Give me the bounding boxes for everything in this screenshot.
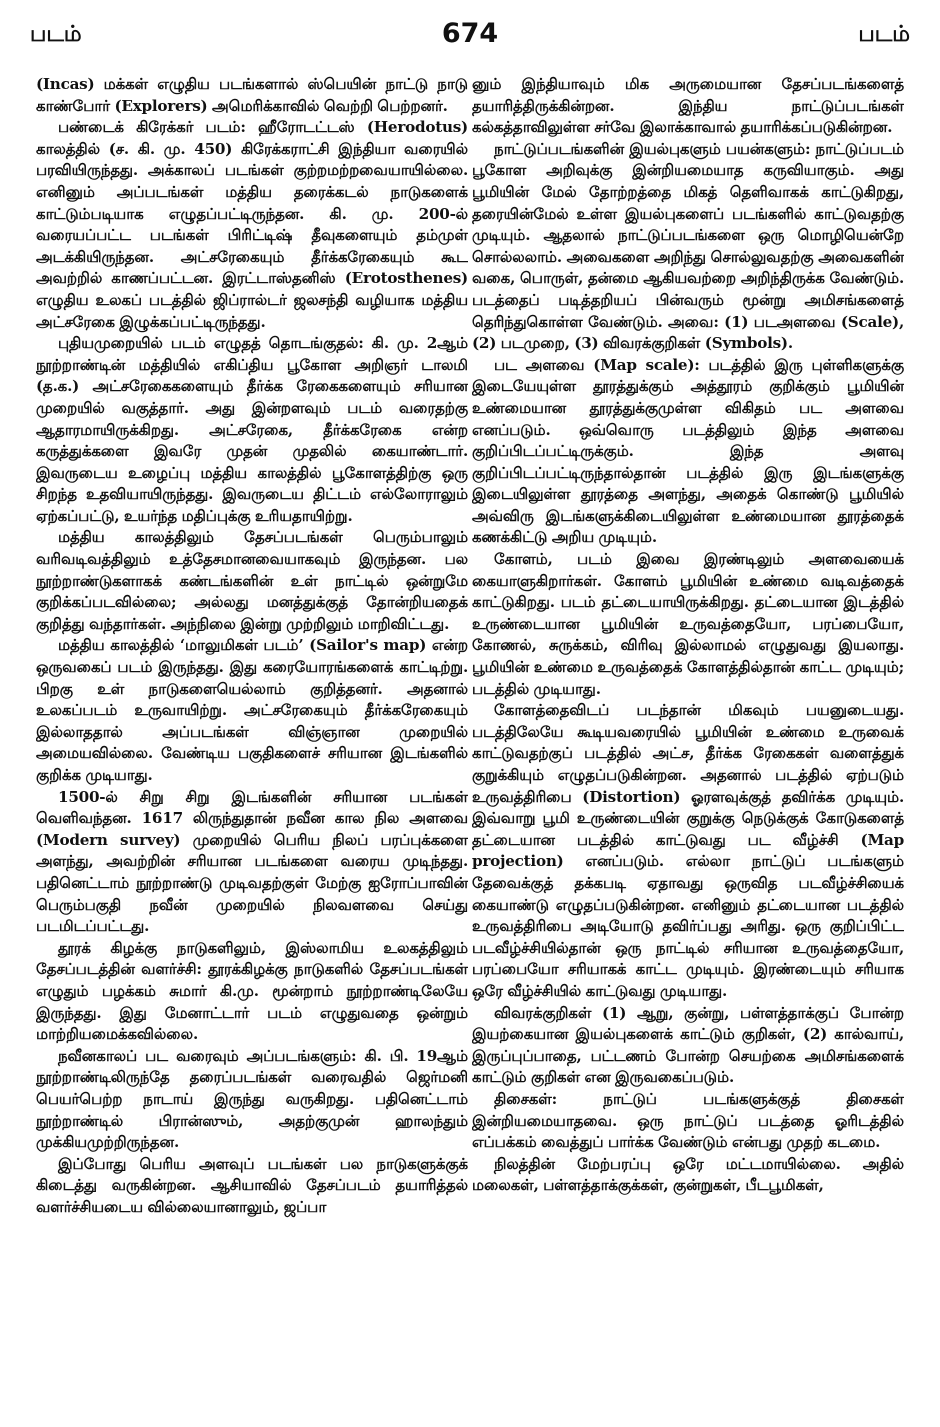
paragraph: விவரக்குறிகள் (1) ஆறு, குன்று, பள்ளத்தாக்குப் போன்ற இயற்கையான இயல்புகளைக் காட்டும் குறிகள், (2) கால்வாய், இருப்புப்பாதை, பட்டணம் போன்ற செயற்கை அமிசங்களைக் காட்டும் குறிகள் என இருவகைப்படும். — [472, 1003, 904, 1087]
paragraph: மத்திய காலத்திலும் தேசப்படங்கள் பெரும்பாலும் வரிவடிவத்திலும் உத்தேசமானவையாகவும் இருந்தன. பல நூற்றாண்டுகளாகக் கண்டங்களின் உள் நாட்டில் ஒன்றுமே குறிக்கப்படவில்லை; அல்லது மனத்துக்குத் தோன்றியதைக் குறித்து வந்தார்கள். அந்நிலை இன்று முற்றிலும் மாறிவிட்டது. — [36, 528, 468, 633]
paragraph: பட அளவை (Map scale): படத்தில் இரு புள்ளிகளுக்கு இடையேயுள்ள தூரத்துக்கும் அத்தூரம் குறிக்கும் பூமியின் உண்மையான தூரத்துக்குமுள்ள விகிதம் பட அளவை எனப்படும். ஒவ்வொரு படத்திலும் இந்த அளவை குறிப்பிடப்பட்டிருக்கும். இந்த அளவு குறிப்பிடப்பட்டிருந்தால்தான் படத்தில் இரு இடங்களுக்கு இடையிலுள்ள தூரத்தை அளந்து, அதைக் கொண்டு பூமியில் அவ்விரு இடங்களுக்கிடையிலுள்ள உண்மையான தூரத்தைக் கணக்கிட்டு அறிய முடியும். — [472, 355, 904, 547]
page-header — [30, 18, 910, 58]
paragraph: கோளத்தைவிடப் படந்தான் மிகவும் பயனுடையது. படத்திலேயே கூடியவரையில் பூமியின் உண்மை உருவைக் காட்டுவதற்குப் படத்தில் அட்ச, தீர்க்க ரேகைகள் வளைத்துக் குறுக்கியும் எழுதப்படுகின்றன. அதனால் படத்தில் ஏற்படும் உருவத்திரிபை (Distortion) ஓரளவுக்குத் தவிர்க்க முடியும். இவ்வாறு பூமி உருண்டையின் குறுக்கு நெடுக்குக் கோடுகளைத் தட்டையான படத்தில் காட்டுவது பட வீழ்ச்சி (Map projection) எனப்படும். எல்லா நாட்டுப் படங்களும் தேவைக்குத் தக்கபடி ஏதாவது ஒருவித படவீழ்ச்சியைக் கையாண்டு எழுதப்படுகின்றன. எனினும் தட்டையான படத்தில் உருவத்திரிபை அடியோடு தவிர்ப்பது அரிது. ஒரு குறிப்பிட்ட படவீழ்ச்சியில்தான் ஒரு நாட்டில் சரியான உருவத்தையோ, பரப்பையோ சரியாகக் காட்ட முடியும். இரண்டையும் சரியாக ஒரே வீழ்ச்சியில் காட்டுவது முடியாது. — [472, 701, 904, 1000]
running-head-left: படம் — [30, 22, 82, 47]
paragraph: கோளம், படம் இவை இரண்டிலும் அளவையைக் கையாளுகிறார்கள். கோளம் பூமியின் உண்மை வடிவத்தைக் காட்டுகிறது. படம் தட்டையாயிருக்கிறது. தட்டையான இடத்தில் உருண்டையான பூமியின் உருவத்தையோ, பரப்பையோ, கோணல், சுருக்கம், விரிவு இல்லாமல் எழுதுவது இயலாது. பூமியின் உண்மை உருவத்தைக் கோளத்தில்தான் காட்ட முடியும்; படத்தில் முடியாது. — [472, 550, 904, 698]
paragraph: புதியமுறையில் படம் எழுதத் தொடங்குதல்: கி. மு. 2ஆம் நூற்றாண்டின் மத்தியில் எகிப்திய பூகோள அறிஞர் டாலமி (த.க.) அட்சரேகைகளையும் தீர்க்க ரேகைகளையும் சரியான முறையில் வகுத்தார். அது இன்றளவும் படம் வரைதற்கு ஆதாரமாயிருக்கிறது. அட்சரேகை, தீர்க்கரேகை என்ற கருத்துக்களை இவரே முதன் முதலில் கையாண்டார். இவருடைய உழைப்பு மத்திய காலத்தில் பூகோளத்திற்கு ஒரு சிறந்த உதவியாயிருந்தது. இவருடைய திட்டம் எல்லோராலும் ஏற்கப்பட்டு, உயர்ந்த மதிப்புக்கு உரியதாயிற்று. — [36, 334, 468, 525]
running-head-right: படம் — [858, 22, 910, 47]
paragraph: நவீனகாலப் பட வரைவும் அப்படங்களும்: கி. பி. 19ஆம் நூற்றாண்டிலிருந்தே தரைப்படங்கள் வரைவதில் ஜெர்மனி பெயர்பெற்ற நாடாய் இருந்து வருகிறது. பதினெட்டாம் நூற்றாண்டில் பிரான்ஸும், அதற்குமுன் ஹாலந்தும் முக்கியமுற்றிருந்தன. — [36, 1046, 468, 1152]
paragraph: 1500-ல் சிறு சிறு இடங்களின் சரியான படங்கள் வெளிவந்தன. 1617 லிருந்துதான் நவீன கால நில அளவை (Modern survey) முறையில் பெரிய நிலப் பரப்புக்களை அளந்து, அவற்றின் சரியான படங்களை வரைய முடிந்தது. பதினெட்டாம் நூற்றாண்டு முடிவதற்குள் மேற்கு ஐரோப்பாவின் பெரும்பகுதி நவீன் முறையில் நிலவளவை செய்து படமிடப்பட்டது. — [36, 787, 468, 936]
right-column — [472, 74, 904, 1414]
page-number: 674 — [441, 18, 499, 49]
paragraph: பண்டைக் கிரேக்கர் படம்: ஹீரோடட்டஸ் (Herodotus) காலத்தில் (ச. கி. மு. 450) கிரேக்கராட்சி இந்தியா வரையில் பரவியிருந்தது. அக்காலப் படங்கள் குற்றமற்றவையாயில்லை. எனினும் அப்படங்கள் மத்திய தரைக்கடல் நாடுகளைக் காட்டும்படியாக எழுதப்பட்டிருந்தன. கி. மு. 200-ல் வரையப்பட்ட படங்கள் பிரிட்டிஷ் தீவுகளையும் தம்முள் அடக்கியிருந்தன. அட்சரேகையும் தீர்க்கரேகையும் கூட அவற்றில் காணப்பட்டன. இரட்டாஸ்தனிஸ் (Erotosthenes) எழுதிய உலகப் படத்தில் ஜிப்ரால்டர் ஜலசந்தி வழியாக மத்திய அட்சரேகை இழுக்கப்பட்டிருந்தது. — [36, 118, 468, 331]
paragraph: இப்போது பெரிய அளவுப் படங்கள் பல நாடுகளுக்குக் கிடைத்து வருகின்றன. ஆசியாவில் தேசப்படம் தயாரித்தல் வளர்ச்சியடைய வில்லையானாலும், ஜப்பா — [36, 1154, 468, 1216]
article-body — [36, 74, 904, 1414]
left-column — [36, 74, 468, 1414]
paragraph: தூரக் கிழக்கு நாடுகளிலும், இஸ்லாமிய உலகத்திலும் தேசப்படத்தின் வளர்ச்சி: தூரக்கிழக்கு நாடுகளில் தேசப்படங்கள் எழுதும் பழக்கம் சுமார் கி.மு. மூன்றாம் நூற்றாண்டிலேயே இருந்தது. இது மேனாட்டார் படம் எழுதுவதை ஒன்றும் மாற்றியமைக்கவில்லை. — [36, 938, 468, 1044]
paragraph: திசைகள்: நாட்டுப் படங்களுக்குத் திசைகள் இன்றியமையாதவை. ஒரு நாட்டுப் படத்தை ஓரிடத்தில் எப்பக்கம் வைத்துப் பார்க்க வேண்டும் என்பது முதற் கடமை. — [472, 1089, 904, 1152]
paragraph: மத்திய காலத்தில் ‘மாலுமிகள் படம்’ (Sailor's map) என்ற ஒருவகைப் படம் இருந்தது. இது கரையோரங்களைக் காட்டிற்று. பிறகு உள் நாடுகளையெல்லாம் குறித்தனர். அதனால் உலகப்படம் உருவாயிற்று. அட்சரேகையும் தீர்க்கரேகையும் இல்லாததால் அப்படங்கள் விஞ்ஞான முறையில் அமையவில்லை. வேண்டிய பகுதிகளைச் சரியான இடங்களில் குறிக்க முடியாது. — [36, 636, 468, 784]
paragraph: னும் இந்தியாவும் மிக அருமையான தேசப்படங்களைத் தயாரித்திருக்கின்றன. இந்திய நாட்டுப்படங்கள் கல்கத்தாவிலுள்ள சர்வே இலாக்காவால் தயாரிக்கப்படுகின்றன. — [472, 75, 904, 137]
paragraph: நாட்டுப்படங்களின் இயல்புகளும் பயன்களும்: நாட்டுப்படம் பூகோள அறிவுக்கு இன்றியமையாத கருவியாகும். அது பூமியின் மேல் தோற்றத்தை மிகத் தெளிவாகக் காட்டுகிறது, தரையின்மேல் உள்ள இயல்புகளைப் படங்களில் காட்டுவதற்கு முடியும். ஆதலால் நாட்டுப்படங்களை ஒரு மொழியென்றே சொல்லலாம். அவைகளை அறிந்து சொல்லுவதற்கு அவைகளின் வகை, பொருள், தன்மை ஆகியவற்றை அறிந்திருக்க வேண்டும். படத்தைப் படித்தறியப் பின்வரும் மூன்று அமிசங்களைத் தெரிந்துகொள்ள வேண்டும். அவை: (1) படஅளவை (Scale), (2) படமுறை, (3) விவரக்குறிகள் (Symbols). — [472, 139, 904, 353]
paragraph: (Incas) மக்கள் எழுதிய படங்களால் ஸ்பெயின் நாட்டு நாடு காண்போர் (Explorers) அமெரிக்காவில் வெற்றி பெற்றனர். — [36, 75, 468, 115]
paragraph: நிலத்தின் மேற்பரப்பு ஒரே மட்டமாயில்லை. அதில் மலைகள், பள்ளத்தாக்குக்கள், குன்றுகள், பீடபூமிகள், — [472, 1154, 904, 1195]
